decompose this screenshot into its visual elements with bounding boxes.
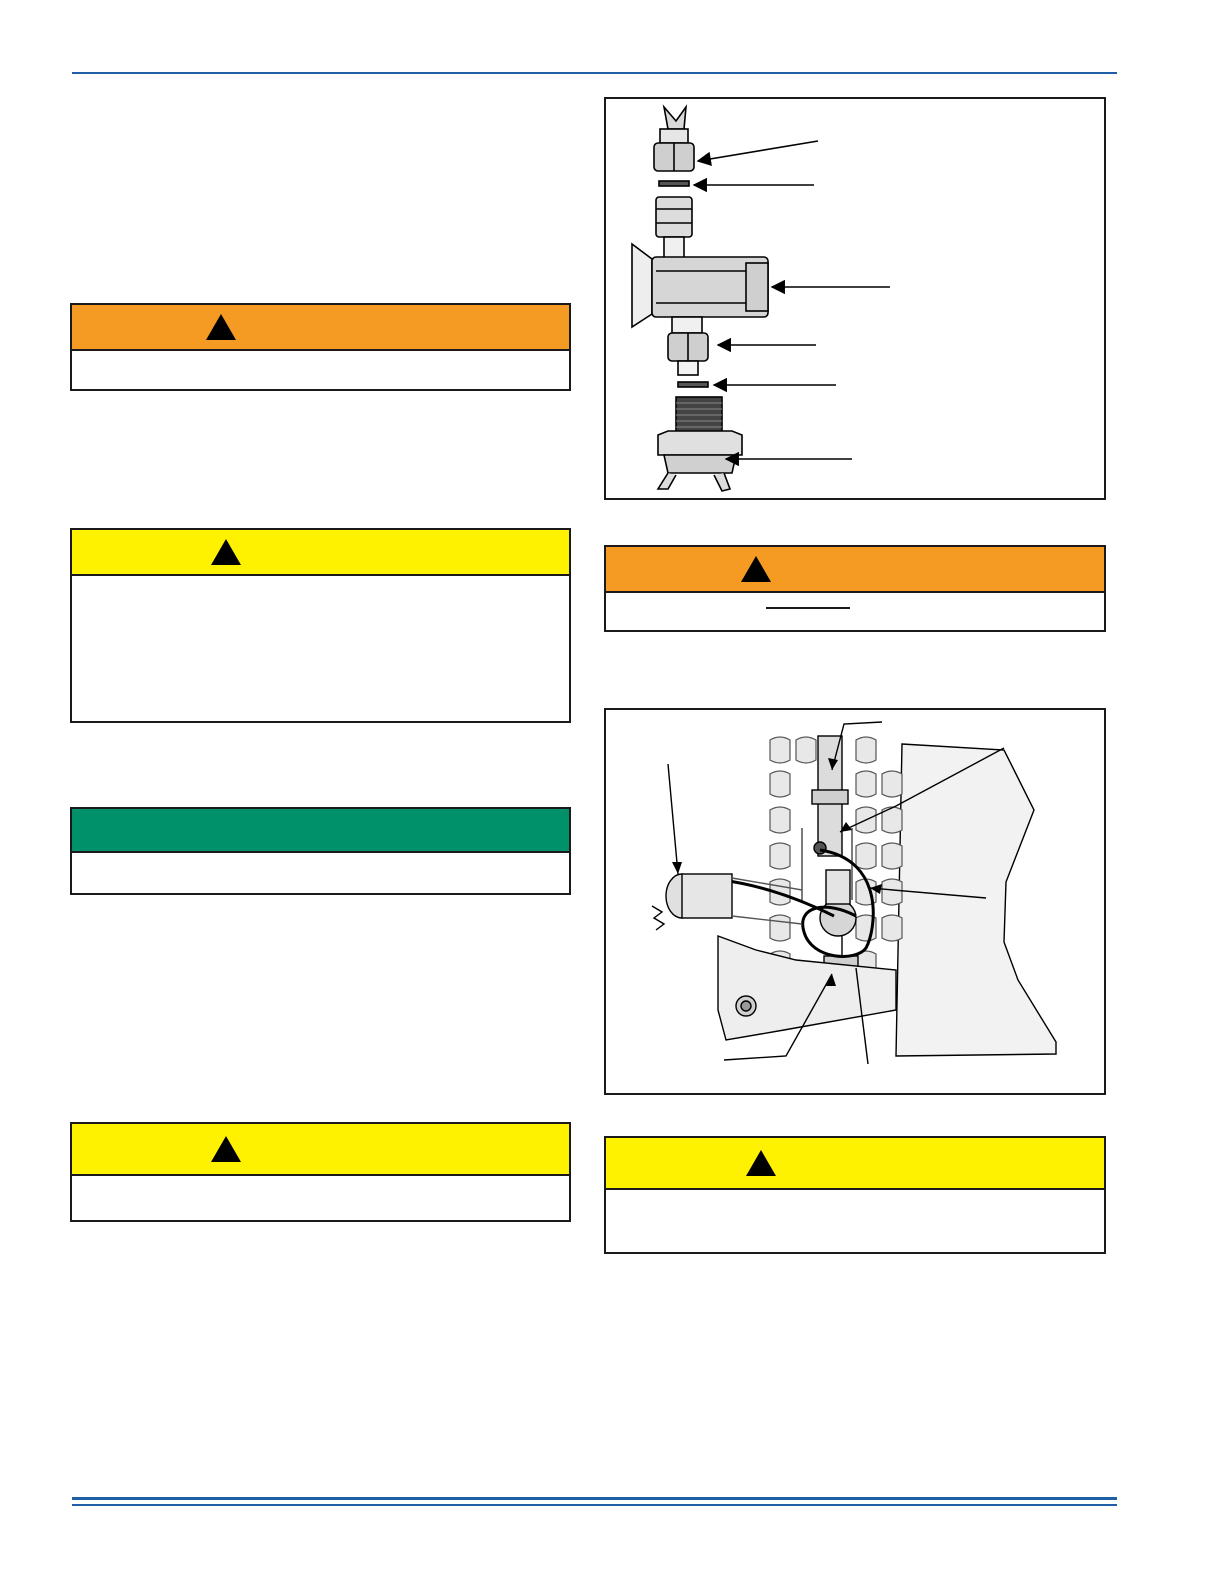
notice-band xyxy=(72,809,569,853)
coil-assembly-drawing xyxy=(606,710,1104,1093)
caution-band xyxy=(72,530,569,576)
warning-triangle-icon xyxy=(206,314,236,340)
caution-box-3 xyxy=(604,1136,1106,1254)
notice-box xyxy=(70,807,571,895)
footer-rule-thin xyxy=(72,1504,1117,1506)
caution-band xyxy=(606,1138,1104,1190)
valve-exploded-drawing xyxy=(606,99,1104,498)
warning-band xyxy=(72,305,569,351)
valve-exploded-figure xyxy=(604,97,1106,500)
warning-box-2 xyxy=(604,545,1106,632)
caution-band xyxy=(72,1124,569,1176)
footer-rule xyxy=(72,1497,1117,1500)
warning-band xyxy=(606,547,1104,593)
warning-triangle-icon xyxy=(746,1150,776,1176)
header-rule xyxy=(72,72,1117,74)
warning-triangle-icon xyxy=(211,1136,241,1162)
coil-assembly-figure xyxy=(604,708,1106,1095)
warning-box-1 xyxy=(70,303,571,391)
warning-triangle-icon xyxy=(741,556,771,582)
warning-triangle-icon xyxy=(211,539,241,565)
caution-box-1 xyxy=(70,528,571,723)
underline-rule xyxy=(766,607,850,609)
caution-box-2 xyxy=(70,1122,571,1222)
